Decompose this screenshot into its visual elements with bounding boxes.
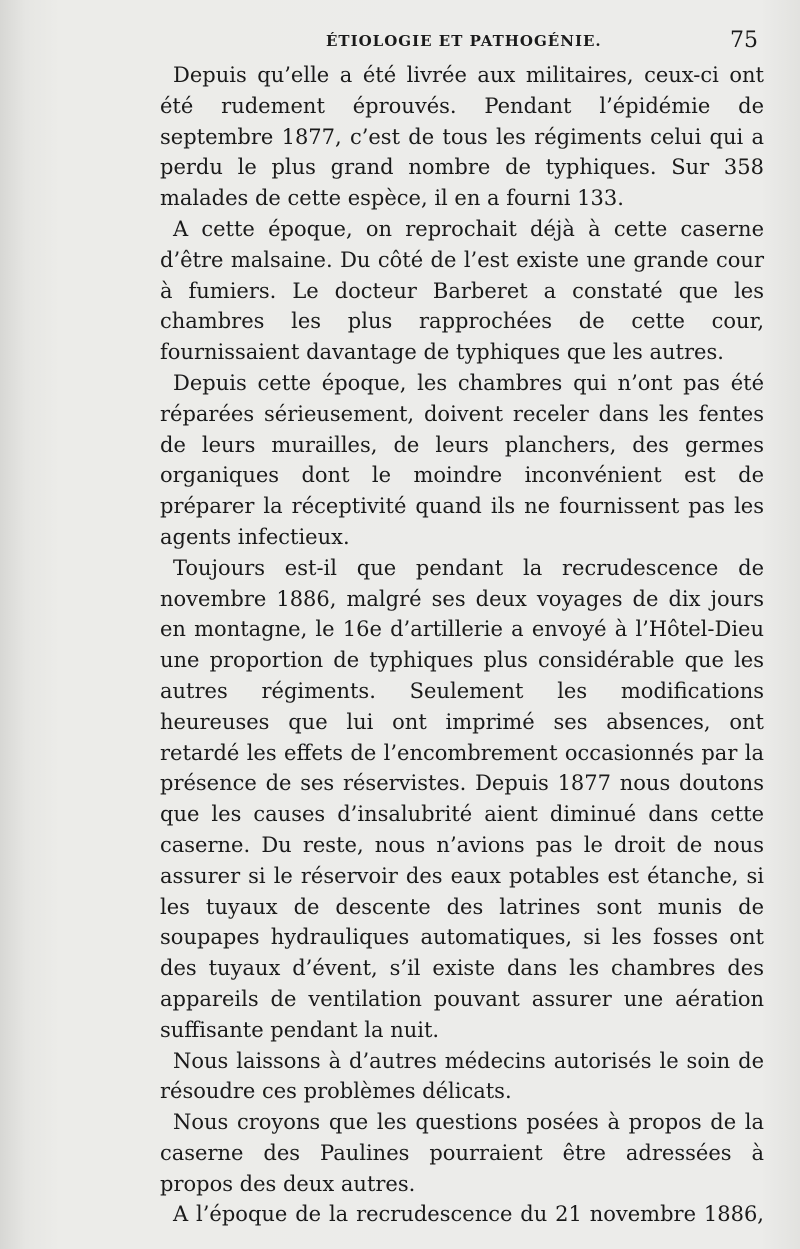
paragraph-4: Toujours est-il que pendant la recrudescence de novembre 1886, malgré ses deux voyages de dix jours en montagne, le 16e d’artillerie a envoyé à l’Hôtel-Dieu une proportion de typhiques plus considérable que les autres régiments. Seulement les modifications heureuses que lui ont imprimé ses absences, ont retardé les effets de l’encombrement occasionnés par la présence de ses réservistes. Depuis 1877 nous doutons que les causes d’insalubrité aient diminué dans cette caserne. Du reste, nous n’avions pas le droit de nous assurer si le réservoir des eaux potables est étanche, si les tuyaux de descente des latrines sont munis de soupapes hydrauliques automatiques, si les fosses ont des tuyaux d’évent, s’il existe dans les chambres des appareils de ventilation pouvant assurer une aération suffisante pendant la nuit. bbox=[160, 555, 764, 1042]
paragraph-2: A cette époque, on reprochait déjà à cette caserne d’être malsaine. Du côté de l’est existe une grande cour à fumiers. Le docteur Barberet a constaté que les chambres les plus rapprochées de cette cour, fournissaient davantage de typhiques que les autres. bbox=[160, 216, 764, 365]
paragraph-1: Depuis qu’elle a été livrée aux militaires, ceux-ci ont été rudement éprouvés. Pendant l’épidémie de septembre 1877, c’est de tous les régiments celui qui a perdu le plus grand nombre de typhiques. Sur 358 malades de cette espèce, il en a fourni 133. bbox=[160, 63, 764, 211]
running-head bbox=[0, 28, 800, 54]
page-number: 75 bbox=[730, 28, 758, 53]
paragraph-7: A l’époque de la recrudescence du 21 novembre 1886, bbox=[173, 1202, 764, 1227]
paragraph-3: Depuis cette époque, les chambres qui n’ont pas été réparées sérieusement, doivent receler dans les fentes de leurs murailles, de leurs planchers, des germes organiques dont le moindre inconvénient est de préparer la réceptivité quand ils ne fournissent pas les agents infectieux. bbox=[160, 370, 764, 549]
paragraph-6: Nous croyons que les questions posées à propos de la caserne des Paulines pourraient être adressées à propos des deux autres. bbox=[160, 1110, 764, 1196]
body-text bbox=[160, 60, 764, 1230]
paragraph-5: Nous laissons à d’autres médecins autorisés le soin de résoudre ces problèmes délicats. bbox=[160, 1048, 764, 1104]
running-title: ÉTIOLOGIE ET PATHOGÉNIE. bbox=[326, 32, 602, 50]
